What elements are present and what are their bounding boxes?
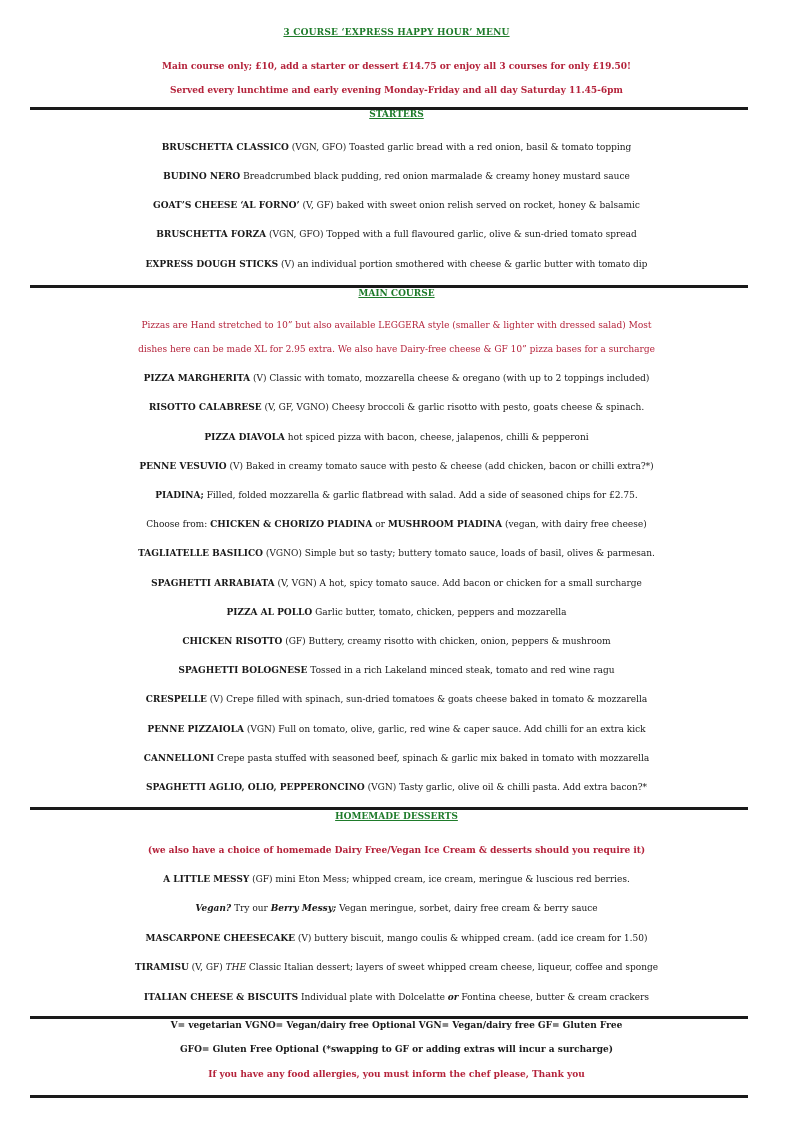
menu-item [0, 143, 793, 153]
menu-item [0, 754, 793, 764]
item-desc: (V) Classic with tomato, mozzarella cheese & oregano (with up to 2 toppings included) [250, 374, 650, 384]
item-desc: (V, GF, VGNO) Cheesy broccoli & garlic risotto with pesto, goats cheese & spinach. [261, 403, 645, 413]
item-name: PIZZA MARGHERITA [143, 374, 251, 384]
item-name: MASCARPONE CHEESECAKE [145, 934, 296, 944]
item-desc: (V) Baked in creamy tomato sauce with pesto & cheese (add chicken, bacon or chilli extra?*) [226, 462, 654, 472]
item-desc: (V) buttery biscuit, mango coulis & whipped cream. (add ice cream for 1.50) [295, 934, 648, 944]
item-name: PIADINA; [155, 491, 204, 501]
item-name: SPAGHETTI BOLOGNESE [178, 666, 308, 676]
item-name: TAGLIATELLE BASILICO [138, 549, 264, 559]
menu-item [0, 403, 793, 413]
menu-item [0, 201, 793, 211]
menu-item [0, 172, 793, 182]
item-desc: (V, GF) [188, 963, 226, 973]
item-desc: (V, VGN) A hot, spicy tomato sauce. Add bacon or chicken for a small surcharge [274, 579, 642, 589]
item-desc: Tossed in a rich Lakeland minced steak, tomato and red wine ragu [307, 666, 615, 676]
menu-item [0, 433, 793, 443]
item-desc: Garlic butter, tomato, chicken, peppers and mozzarella [312, 608, 567, 618]
divider [30, 1016, 748, 1019]
item-desc: (VGN) Tasty garlic, olive oil & chilli pasta. Add extra bacon?* [364, 783, 648, 793]
item-name: GOAT’S CHEESE ‘AL FORNO’ [153, 201, 300, 211]
item-name: PIZZA AL POLLO [226, 608, 313, 618]
divider [30, 285, 748, 288]
item-desc: Filled, folded mozzarella & garlic flatbread with salad. Add a side of seasoned chips for £2.75. [203, 491, 638, 501]
item-desc: Try our [231, 904, 271, 914]
item-desc: (V, GF) baked with sweet onion relish served on rocket, honey & balsamic [299, 201, 640, 211]
item-desc: Breadcrumbed black pudding, red onion marmalade & creamy honey mustard sauce [240, 172, 630, 182]
item-name: RISOTTO CALABRESE [148, 403, 262, 413]
starters-heading: STARTERS [369, 110, 424, 120]
served-line: Served every lunchtime and early evening Monday-Friday and all day Saturday 11.45-6pm [170, 86, 623, 96]
menu-item [0, 934, 793, 944]
menu-item [0, 695, 793, 705]
divider [30, 1095, 748, 1098]
item-desc: (V) Crepe filled with spinach, sun-dried tomatoes & goats cheese baked in tomato & mozzarella [206, 695, 648, 705]
item-desc: Vegan meringue, sorbet, dairy free cream & berry sauce [336, 904, 598, 914]
menu-item [0, 230, 793, 240]
item-name: BUDINO NERO [163, 172, 241, 182]
item-desc: (VGN, GFO) Topped with a full flavoured garlic, olive & sun-dried tomato spread [266, 230, 637, 240]
pricing-line: Main course only; £10, add a starter or dessert £14.75 or enjoy all 3 courses for only £19.50! [162, 62, 631, 72]
item-name: BRUSCHETTA CLASSICO [161, 143, 289, 153]
menu-item [0, 579, 793, 589]
item-name: EXPRESS DOUGH STICKS [145, 260, 279, 270]
menu-item [0, 491, 793, 501]
item-desc: (GF) Buttery, creamy risotto with chicken, onion, peppers & mushroom [282, 637, 611, 647]
item-desc: (GF) mini Eton Mess; whipped cream, ice cream, meringue & luscious red berries. [249, 875, 630, 885]
item-name: PENNE PIZZAIOLA [147, 725, 244, 735]
menu-title: 3 COURSE ‘EXPRESS HAPPY HOUR’ MENU [283, 28, 510, 38]
desserts-note: (we also have a choice of homemade Dairy Free/Vegan Ice Cream & desserts should you require it) [147, 846, 646, 856]
vegan-question: Vegan? [195, 904, 232, 914]
menu-item [0, 260, 793, 270]
menu-item [0, 608, 793, 618]
item-desc: (vegan, with dairy free cheese) [502, 520, 647, 530]
menu-item [0, 666, 793, 676]
dietary-legend-line-1: V= vegetarian VGNO= Vegan/dairy free Optional VGN= Vegan/dairy free GF= Gluten Free [170, 1021, 623, 1031]
item-desc: (VGN, GFO) Toasted garlic bread with a red onion, basil & tomato topping [288, 143, 632, 153]
item-name: ITALIAN CHEESE & BISCUITS [143, 993, 299, 1003]
item-desc: Classic Italian dessert; layers of sweet whipped cream cheese, liqueur, coffee and sponge [246, 963, 659, 973]
item-desc: Crepe pasta stuffed with seasoned beef, spinach & garlic mix baked in tomato with mozzarella [214, 754, 650, 764]
item-name: CHICKEN RISOTTO [182, 637, 283, 647]
item-name: BRUSCHETTA FORZA [156, 230, 267, 240]
item-desc: (V) an individual portion smothered with cheese & garlic butter with tomato dip [278, 260, 648, 270]
item-name: TIRAMISU [134, 963, 189, 973]
choose-lead: Choose from: [146, 520, 211, 530]
item-desc: hot spiced pizza with bacon, cheese, jalapenos, chilli & pepperoni [284, 433, 589, 443]
menu-item [0, 875, 793, 885]
item-desc: or [447, 993, 459, 1003]
divider [30, 807, 748, 810]
item-desc: Individual plate with Dolcelatte [298, 993, 448, 1003]
piadina-options [0, 520, 793, 530]
desserts-heading: HOMEMADE DESSERTS [335, 812, 458, 822]
item-desc: Fontina cheese, butter & cream crackers [458, 993, 650, 1003]
menu-item [0, 462, 793, 472]
choose-or: or [372, 520, 388, 530]
item-desc: THE [225, 963, 247, 973]
item-name: PIZZA DIAVOLA [204, 433, 285, 443]
item-name: CHICKEN & CHORIZO PIADINA [210, 520, 373, 530]
item-name: SPAGHETTI AGLIO, OLIO, PEPPERONCINO [145, 783, 365, 793]
item-name: CANNELLONI [143, 754, 215, 764]
menu-item [0, 725, 793, 735]
item-name: PENNE VESUVIO [139, 462, 227, 472]
mains-note-line-1: Pizzas are Hand stretched to 10” but also available LEGGERA style (smaller & lighter with dressed salad) Most [141, 321, 652, 331]
mains-note-line-2: dishes here can be made XL for 2.95 extra. We also have Dairy-free cheese & GF 10” pizza bases for a surcharge [138, 345, 655, 355]
menu-item [0, 783, 793, 793]
item-name: A LITTLE MESSY [163, 875, 250, 885]
item-name: MUSHROOM PIADINA [387, 520, 503, 530]
menu-item [0, 993, 793, 1003]
item-desc: (VGN) Full on tomato, olive, garlic, red wine & caper sauce. Add chilli for an extra kick [243, 725, 646, 735]
item-name: CRESPELLE [145, 695, 207, 705]
menu-item [0, 374, 793, 384]
menu-item [0, 904, 793, 914]
menu-item [0, 637, 793, 647]
item-desc: (VGNO) Simple but so tasty; buttery tomato sauce, loads of basil, olives & parmesan. [263, 549, 655, 559]
menu-item [0, 549, 793, 559]
item-name: Berry Messy; [270, 904, 337, 914]
allergy-notice: If you have any food allergies, you must inform the chef please, Thank you [208, 1070, 585, 1080]
menu-item [0, 963, 793, 973]
main-course-heading: MAIN COURSE [358, 289, 435, 299]
item-name: SPAGHETTI ARRABIATA [151, 579, 275, 589]
dietary-legend-line-2: GFO= Gluten Free Optional (*swapping to GF or adding extras will incur a surcharge) [180, 1045, 613, 1055]
